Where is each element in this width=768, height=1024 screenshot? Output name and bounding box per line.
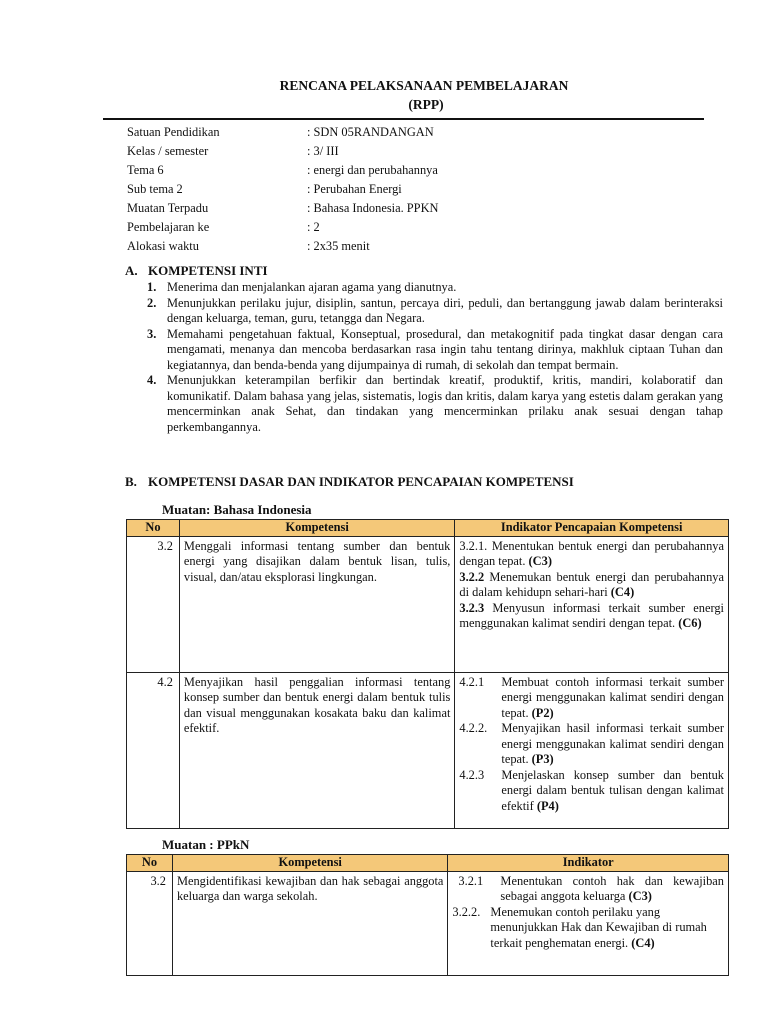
- competency-table-ppkn: [126, 854, 729, 976]
- indicator: 3.2.1 Menentukan contoh hak dan kewajiban sebagai anggota keluarga (C3): [458, 873, 724, 903]
- info-row: Satuan Pendidikan : SDN 05RANDANGAN: [127, 124, 434, 139]
- indicator: 3.2.1. Menentukan bentuk energi dan perubahannya dengan tepat. (C3): [459, 538, 724, 568]
- list-item: 3. Memahami pengetahuan faktual, Konseptual, prosedural, dan metakognitif pada tingkat dasar dengan cara mengamati, menanya dan mencoba berdasarkan rasa ingin tahu tentang dirinya, makhluk ciptaan Tuhan dan kegiatannya, dan benda-benda yang dijumpainya di rumah, di sekolah dan tempat bermain.: [147, 326, 723, 372]
- table-row: [127, 672, 729, 828]
- column-header: No: [127, 855, 173, 872]
- cell-kompetensi: Menggali informasi tentang sumber dan bentuk energi yang disajikan dalam bentuk lisan, tulis, visual, dan/atau eksplorasi lingkungan.: [179, 536, 454, 672]
- table-row: [127, 536, 729, 672]
- column-header: Indikator: [448, 855, 729, 872]
- table-caption: Muatan: Bahasa Indonesia: [162, 502, 312, 517]
- document-title: RENCANA PELAKSANAAN PEMBELAJARAN: [279, 78, 569, 93]
- info-row: Kelas / semester : 3/ III: [127, 143, 339, 158]
- indicator: 3.2.3 Menyusun informasi terkait sumber energi menggunakan kalimat sendiri dengan tepat. (C6): [459, 600, 724, 630]
- list-item: 2. Menunjukkan perilaku jujur, disiplin, santun, percaya diri, peduli, dan bertanggung jawab dalam berinteraksi dengan keluarga, teman, guru, tetangga dan Negara.: [147, 295, 723, 326]
- cell-kompetensi: Mengidentifikasi kewajiban dan hak sebagai anggota keluarga dan warga sekolah.: [172, 871, 447, 975]
- indicator: 3.2.2 Menemukan bentuk energi dan perubahannya di dalam kehidupn sehari-hari (C4): [459, 569, 724, 599]
- title-divider: [103, 118, 704, 120]
- indicator: 4.2.3 Menjelaskan konsep sumber dan bentuk energi dalam bentuk tulisan dengan kalimat efektif (P4): [459, 767, 724, 813]
- column-header: Indikator Pencapaian Kompetensi: [455, 520, 729, 537]
- indicator: 4.2.1 Membuat contoh informasi terkait sumber energi menggunakan kalimat sendiri dengan tepat. (P2): [459, 674, 724, 720]
- cell-indikator: [455, 672, 729, 828]
- cell-no: 3.2: [127, 871, 173, 975]
- column-header: No: [127, 520, 180, 537]
- info-row: Tema 6 : energi dan perubahannya: [127, 162, 438, 177]
- cell-kompetensi: Menyajikan hasil penggalian informasi tentang konsep sumber dan bentuk energi dalam bentuk tulis dan visual menggunakan kosakata baku dan kalimat efektif.: [179, 672, 454, 828]
- cell-no: 3.2: [127, 536, 180, 672]
- table-header-row: [127, 520, 729, 537]
- info-row: Pembelajaran ke : 2: [127, 219, 320, 234]
- list-item: 1. Menerima dan menjalankan ajaran agama yang dianutnya.: [147, 280, 457, 295]
- section-kompetensi-inti: [125, 263, 723, 435]
- section-heading: A. KOMPETENSI INTI: [125, 263, 268, 278]
- section-kompetensi-dasar: [125, 474, 723, 490]
- ki-list: [147, 280, 723, 435]
- column-header: Kompetensi: [172, 855, 447, 872]
- indicator: 4.2.2. Menyajikan hasil informasi terkait sumber energi menggunakan kalimat sendiri dengan tepat. (P3): [459, 721, 724, 766]
- identity-info: [127, 123, 438, 256]
- info-row: Alokasi waktu : 2x35 menit: [127, 238, 370, 253]
- column-header: Kompetensi: [179, 520, 454, 537]
- document-subtitle: (RPP): [408, 97, 444, 112]
- info-row: Sub tema 2 : Perubahan Energi: [127, 181, 402, 196]
- indicator: 3.2.2. Menemukan contoh perilaku yang menunjukkan Hak dan Kewajiban di rumah terkait penghematan energi. (C4): [452, 904, 707, 950]
- competency-table-bahasa: [126, 519, 729, 829]
- list-item: 4. Menunjukkan keterampilan berfikir dan bertindak kreatif, produktif, kritis, mandiri, kolaboratif dan komunikatif. Dalam bahasa yang jelas, sistematis, logis dan kritis, dalam karya yang estetis dalam gerakan yang mencerminkan anak Sehat, dan tindakan yang mencerminkan prilaku anak sesuai dengan tahap perkembangannya.: [147, 373, 723, 434]
- cell-indikator: [455, 536, 729, 672]
- table-caption: Muatan : PPkN: [162, 837, 250, 852]
- cell-no: 4.2: [127, 672, 180, 828]
- table-row: [127, 871, 729, 975]
- cell-indikator: [448, 871, 729, 975]
- section-heading: B. KOMPETENSI DASAR DAN INDIKATOR PENCAPAIAN KOMPETENSI: [125, 474, 574, 489]
- info-row: Muatan Terpadu : Bahasa Indonesia. PPKN: [127, 200, 439, 215]
- table-header-row: [127, 855, 729, 872]
